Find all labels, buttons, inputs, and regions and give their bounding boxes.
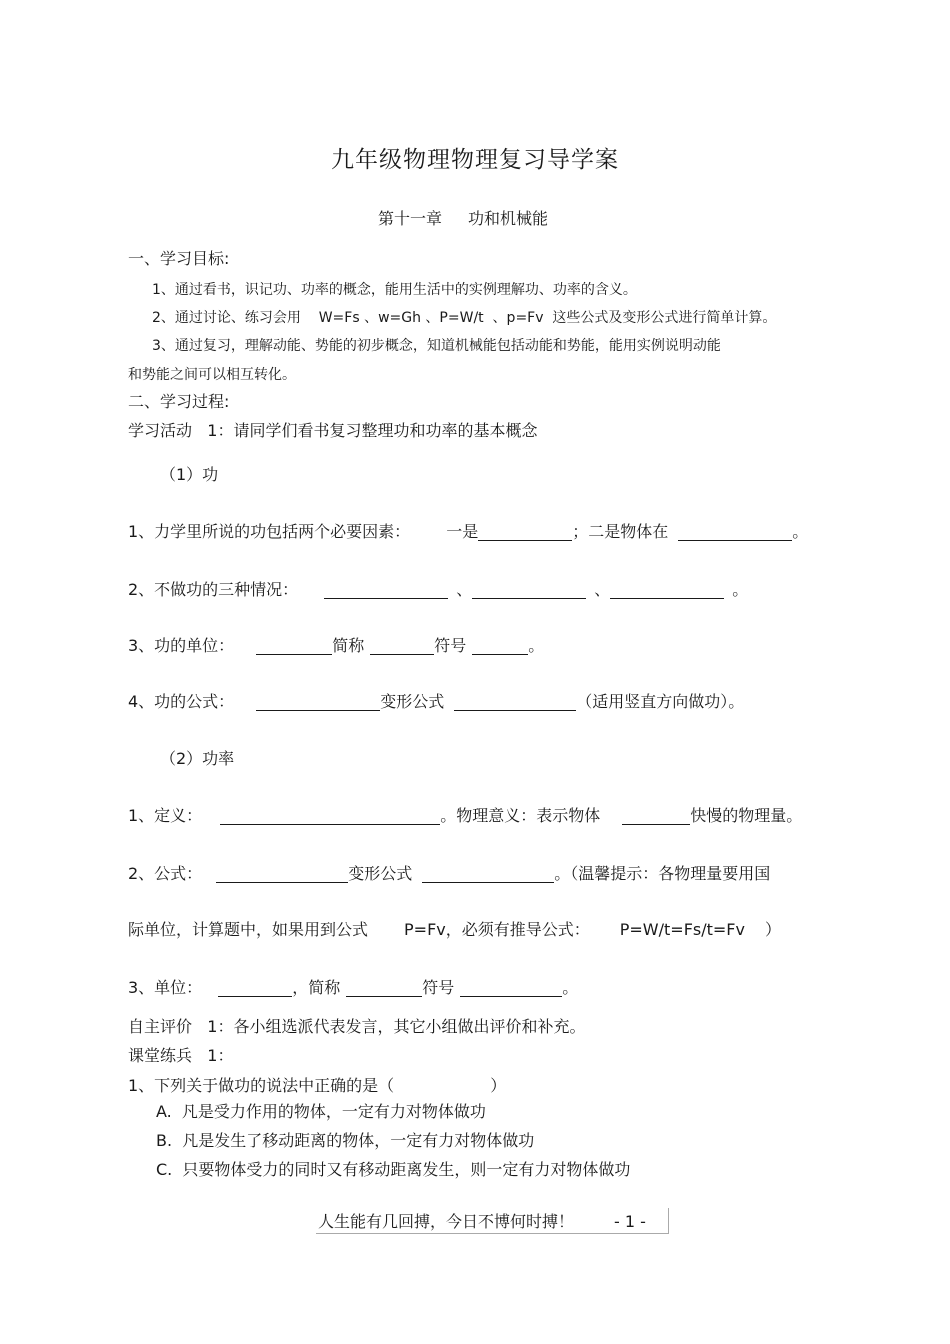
power-q2-hint-cont: 际单位，计算题中，如果用到公式 xyxy=(128,920,369,939)
option-a[interactable]: A. 凡是受力作用的物体，一定有力对物体做功 xyxy=(156,1102,486,1121)
work-q1-end: 。 xyxy=(792,522,809,541)
work-q2-blank-3[interactable] xyxy=(610,580,724,599)
goal-2: 2、通过讨论、练习会用 W=Fs 、w=Gh 、P=W/t 、p=Fv 这些公式及变形公式进行简单计算。 xyxy=(152,310,777,326)
work-q2-sep-1: 、 xyxy=(456,580,473,599)
work-q3-abbr: 简称 xyxy=(332,636,365,655)
power-q1-end: 快慢的物理量。 xyxy=(690,806,803,825)
work-q4-note: （适用竖直方向做功）。 xyxy=(576,692,745,711)
power-q1-blank-1[interactable] xyxy=(220,806,440,825)
power-q3-blank-3[interactable] xyxy=(460,978,562,997)
work-q3-text: 3、功的单位： xyxy=(128,636,235,655)
power-q1-blank-2[interactable] xyxy=(622,806,690,825)
footer-motto: 人生能有几回搏，今日不博何时搏！ xyxy=(318,1212,575,1231)
work-q1-first: 一是 xyxy=(446,522,479,541)
option-c[interactable]: C. 只要物体受力的同时又有移动距离发生，则一定有力对物体做功 xyxy=(156,1160,631,1179)
work-q1-blank-2[interactable] xyxy=(678,522,792,541)
option-b[interactable]: B. 凡是发生了移动距离的物体，一定有力对物体做功 xyxy=(156,1131,535,1150)
power-q2-text: 2、公式： xyxy=(128,864,203,883)
power-question-1 xyxy=(128,806,802,825)
section-process-heading: 二、学习过程: xyxy=(128,392,230,411)
power-q1-text: 1、定义： xyxy=(128,806,203,825)
power-q2-blank-1[interactable] xyxy=(216,864,348,883)
power-q3-end: 。 xyxy=(562,978,579,997)
power-q3-blank-2[interactable] xyxy=(346,978,422,997)
work-q2-sep-2: 、 xyxy=(594,580,611,599)
footer-border xyxy=(668,1208,669,1234)
chapter-number: 第十一章 xyxy=(378,209,443,228)
power-q1-meaning: 。物理意义：表示物体 xyxy=(440,806,601,825)
work-q2-text: 2、不做功的三种情况： xyxy=(128,580,299,599)
work-q3-blank-3[interactable] xyxy=(472,636,528,655)
work-q2-end: 。 xyxy=(732,580,749,599)
footer xyxy=(318,1212,646,1231)
power-heading: （2）功率 xyxy=(160,749,235,768)
chapter-heading xyxy=(378,209,548,228)
footer-divider xyxy=(316,1233,669,1234)
work-q4-blank-1[interactable] xyxy=(256,692,380,711)
work-q3-end: 。 xyxy=(528,636,545,655)
work-q3-symbol: 符号 xyxy=(434,636,467,655)
power-q2-close: ） xyxy=(764,920,781,939)
power-q2-blank-2[interactable] xyxy=(422,864,554,883)
goal-3: 3、通过复习，理解动能、势能的初步概念，知道机械能包括动能和势能，能用实例说明动能 xyxy=(152,338,721,354)
power-q2-hint: 。（温馨提示：各物理量要用国 xyxy=(554,864,771,883)
work-q3-blank-1[interactable] xyxy=(256,636,332,655)
activity-1: 学习活动 1：请同学们看书复习整理功和功率的基本概念 xyxy=(128,421,538,440)
work-q2-blank-2[interactable] xyxy=(472,580,586,599)
work-q4-blank-2[interactable] xyxy=(454,692,576,711)
power-q2-formula-1: P=Fv，必须有推导公式： xyxy=(404,920,590,939)
work-q1-second: ；二是物体在 xyxy=(572,522,669,541)
work-q2-blank-1[interactable] xyxy=(324,580,448,599)
power-q2-formula-2: P=W/t=Fs/t=Fv xyxy=(619,920,745,939)
goal-3-continued: 和势能之间可以相互转化。 xyxy=(128,367,296,383)
power-q3-symbol: 符号 xyxy=(422,978,455,997)
power-question-2 xyxy=(128,864,770,883)
power-q3-abbr: ，简称 xyxy=(292,978,341,997)
power-question-2-continued xyxy=(128,920,781,939)
page-number: - 1 - xyxy=(614,1212,646,1231)
question-1 xyxy=(128,1076,506,1095)
power-q3-blank-1[interactable] xyxy=(218,978,292,997)
goal-1: 1、通过看书，识记功、功率的概念，能用生活中的实例理解功、功率的含义。 xyxy=(152,282,637,298)
power-q3-text: 3、单位： xyxy=(128,978,203,997)
work-q3-blank-2[interactable] xyxy=(370,636,434,655)
work-question-2 xyxy=(128,580,748,599)
practice-heading: 课堂练兵 1： xyxy=(128,1046,234,1065)
work-q4-variant: 变形公式 xyxy=(380,692,445,711)
work-question-1 xyxy=(128,522,808,541)
section-goals-heading: 一、学习目标: xyxy=(128,249,230,268)
chapter-name: 功和机械能 xyxy=(468,209,549,228)
question-1-paren: ） xyxy=(490,1076,507,1095)
work-question-4 xyxy=(128,692,744,711)
work-heading: （1）功 xyxy=(160,465,219,484)
work-question-3 xyxy=(128,636,544,655)
work-q4-text: 4、功的公式： xyxy=(128,692,235,711)
work-q1-blank-1[interactable] xyxy=(478,522,572,541)
power-question-3 xyxy=(128,978,578,997)
work-q1-text: 1、力学里所说的功包括两个必要因素： xyxy=(128,522,411,541)
self-evaluation: 自主评价 1：各小组选派代表发言，其它小组做出评价和补充。 xyxy=(128,1017,586,1036)
power-q2-variant: 变形公式 xyxy=(348,864,413,883)
page-title: 九年级物理物理复习导学案 xyxy=(331,147,619,173)
question-1-stem: 1、下列关于做功的说法中正确的是（ xyxy=(128,1076,395,1095)
